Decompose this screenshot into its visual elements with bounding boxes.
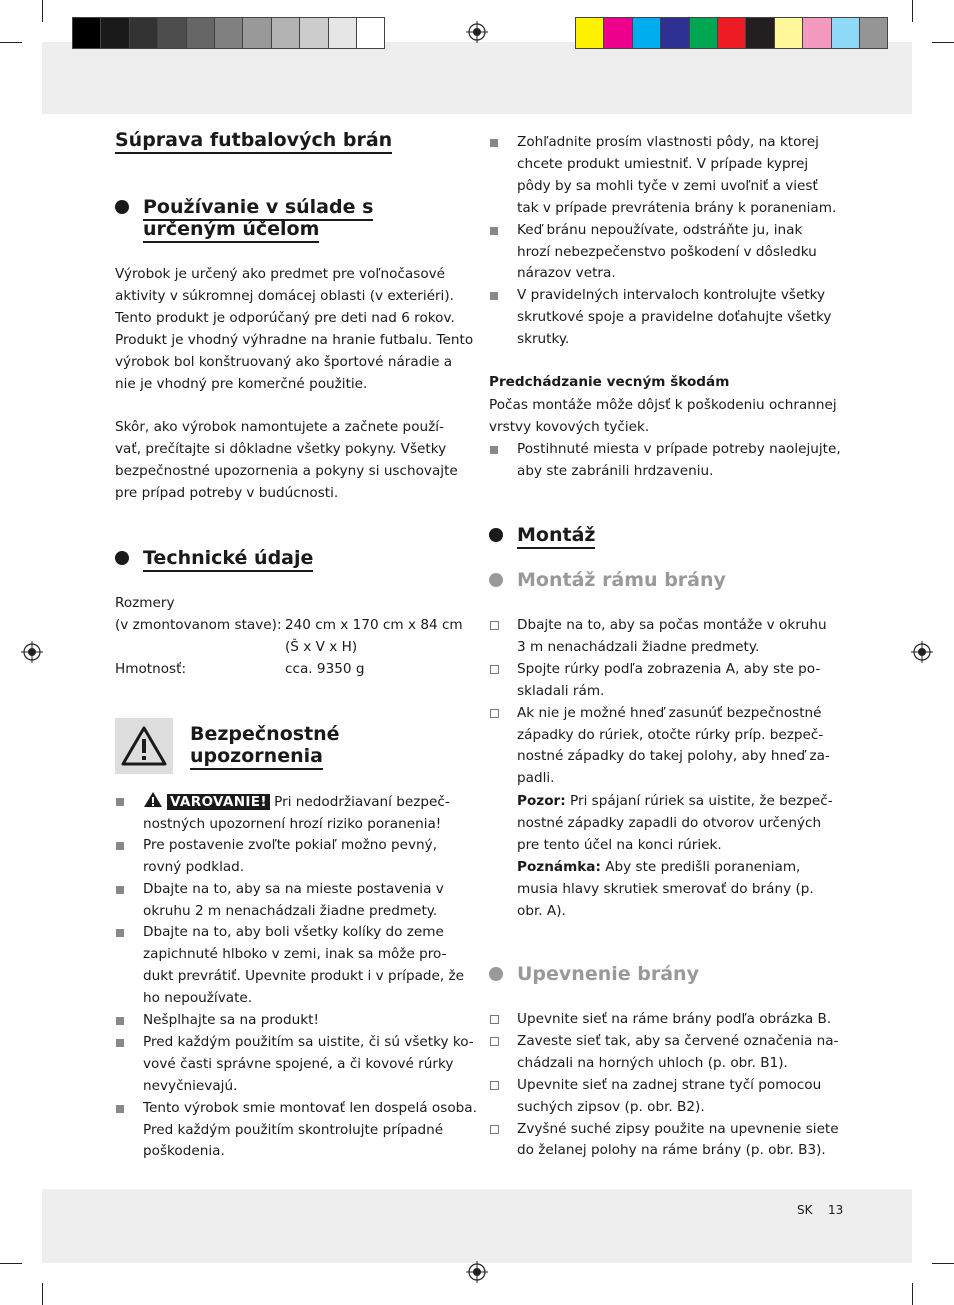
text-line: Upevnite sieť na ráme brány podľa obrázka B. <box>517 1011 832 1027</box>
checkbox-icon <box>490 665 499 674</box>
text-line: výrobok bol konštruovaný ako športové náradie a <box>115 353 453 370</box>
label-assembled: (v zmontovanom stave): <box>115 617 282 633</box>
list-item <box>517 285 831 351</box>
text-line: chádzali na horných uhloch (p. obr. B1). <box>517 1054 788 1071</box>
crop-mark <box>42 1283 43 1305</box>
list-item <box>517 659 820 703</box>
text-line: Produkt je vhodný výhradne na hranie futbalu. Tento <box>115 331 474 348</box>
list-bullet-icon <box>490 446 498 454</box>
text-line: chcete produkt umiestniť. V prípade kyprej <box>517 155 809 172</box>
color-swatch <box>356 18 384 48</box>
crop-mark <box>0 1263 22 1264</box>
crop-mark <box>0 42 22 43</box>
text-line: Pri spájaní rúriek sa uistite, že bezpeč- <box>570 793 833 809</box>
list-bullet-icon <box>490 227 498 235</box>
damage-item <box>517 439 841 483</box>
text-line: V pravidelných intervaloch kontrolujte všetky <box>517 287 826 304</box>
section-heading-frame <box>517 569 726 591</box>
section-heading-safety-line2 <box>190 745 323 767</box>
checkbox-icon <box>490 1081 499 1090</box>
footer-language: SK <box>797 1203 813 1217</box>
checkbox-icon <box>490 621 499 630</box>
remark-note <box>517 857 814 923</box>
color-swatch <box>73 18 100 48</box>
text-line: suchých zipsov (p. obr. B2). <box>517 1098 705 1115</box>
list-item <box>517 1075 821 1119</box>
text-line: Nešplhajte sa na produkt! <box>143 1012 319 1028</box>
safety-item <box>143 791 473 836</box>
text-line: Pred každým použitím skontrolujte prípadné <box>143 1121 444 1138</box>
text-line: Tento výrobok smie montovať len dospelá osoba. <box>143 1099 477 1116</box>
damage-heading: Predchádzanie vecným škodám <box>489 374 730 390</box>
text-line: rovný podklad. <box>143 858 245 875</box>
crop-mark <box>912 1283 913 1305</box>
list-bullet-icon <box>116 886 124 894</box>
color-swatch <box>660 18 688 48</box>
list-bullet-icon <box>116 1017 124 1025</box>
section-heading-usage-line2 <box>143 218 319 240</box>
color-swatch <box>328 18 356 48</box>
color-swatch <box>576 18 603 48</box>
text-line: Pre postavenie zvoľte pokiaľ možno pevný, <box>143 836 438 853</box>
registration-mark-icon <box>466 21 488 43</box>
list-bullet-icon <box>116 1105 124 1113</box>
text-line: vať, prečítajte si dôkladne všetky pokyny. Všetky <box>115 440 447 457</box>
caution-note <box>517 791 833 857</box>
text-line: skrutkové spoje a pravidelne doťahujte všetky <box>517 309 832 326</box>
footer-page-number: 13 <box>828 1203 844 1217</box>
text-line: ho nepoužívate. <box>143 990 253 1007</box>
text-line: Dbajte na to, aby sa počas montáže v okruhu <box>517 617 827 633</box>
text-line: Zaveste sieť tak, aby sa červené označenia na- <box>517 1032 839 1049</box>
text-line: hrozí nebezpečenstvo poškodení v dôsledku <box>517 243 817 260</box>
text-line: pre prípad potreby v budúcnosti. <box>115 484 339 501</box>
list-bullet-icon <box>116 929 124 937</box>
text-line: Tento produkt je odporúčaný pre deti nad 6 rokov. <box>115 309 455 326</box>
text-line: bezpečnostné upozornenia a pokyny si uschovajte <box>115 462 458 479</box>
page-title: Súprava futbalových brán <box>115 129 392 154</box>
text-line: Pred každým použitím sa uistite, či sú všetky ko- <box>143 1033 474 1050</box>
checkbox-icon <box>490 709 499 718</box>
section-heading-assembly <box>517 524 595 546</box>
usage-paragraph-1 <box>115 264 473 395</box>
section-bullet-icon <box>115 200 129 214</box>
heading-line: určeným účelom <box>143 218 319 243</box>
list-bullet-icon <box>490 139 498 147</box>
text-line: nie je vhodný pre komerčné použitie. <box>115 375 368 392</box>
color-swatch <box>271 18 299 48</box>
color-swatch <box>831 18 859 48</box>
list-item <box>143 1098 477 1164</box>
section-heading-technical <box>143 547 313 569</box>
crop-mark <box>932 42 954 43</box>
crop-mark <box>932 1263 954 1264</box>
heading-line: Upevnenie brány <box>517 963 699 985</box>
color-swatch <box>745 18 773 48</box>
registration-mark-icon <box>466 1261 488 1283</box>
list-item <box>517 220 817 286</box>
warning-triangle-icon <box>115 718 173 774</box>
text-line: Dbajte na to, aby sa na mieste postavenia v <box>143 880 444 897</box>
crop-mark <box>42 0 43 22</box>
checkbox-icon <box>490 1037 499 1046</box>
text-line: Aby ste predišli poraneniam, <box>605 859 801 875</box>
color-swatch <box>603 18 631 48</box>
text-line: nostné západky zapadli do otvorov určených <box>517 814 822 831</box>
checkbox-icon <box>490 1125 499 1134</box>
note-label: Pozor: <box>517 793 566 809</box>
list-item <box>143 1032 474 1098</box>
list-bullet-icon <box>490 292 498 300</box>
grey-color-bar <box>72 17 385 49</box>
warning-small-icon <box>143 791 163 808</box>
text-line: zapichnuté hlboko v zemi, inak sa môže pro- <box>143 946 447 963</box>
text-line: skladali rám. <box>517 682 605 699</box>
text-line: okruhu 2 m nenachádzali žiadne predmety. <box>143 902 438 919</box>
label-weight: Hmotnosť: <box>115 661 187 677</box>
text-line: Skôr, ako výrobok namontujete a začnete použí- <box>115 419 444 435</box>
text-line: aktivity v súkromnej domácej oblasti (v exteriéri). <box>115 287 454 304</box>
text-line: nostné západky do takej polohy, aby hneď za- <box>517 748 830 765</box>
color-swatch <box>689 18 717 48</box>
damage-paragraph <box>489 395 837 439</box>
text-line: Zvyšné suché zipsy použite na upevnenie siete <box>517 1120 839 1137</box>
heading-line: upozornenia <box>190 745 323 770</box>
text-line: nevyčnievajú. <box>143 1077 238 1094</box>
text-line: Ak nie je možné hneď zasunúť bezpečnostné <box>517 704 822 721</box>
process-color-bar <box>575 17 888 49</box>
text-line: obr. A). <box>517 902 566 919</box>
color-swatch <box>157 18 185 48</box>
usage-paragraph-2 <box>115 417 458 505</box>
color-swatch <box>129 18 157 48</box>
list-item <box>143 922 464 1010</box>
text-line: aby ste zabránili hrdzaveniu. <box>517 462 714 479</box>
text-line: Upevnite sieť na zadnej strane tyčí pomocou <box>517 1076 822 1093</box>
list-item <box>143 835 437 879</box>
section-heading-usage <box>143 196 373 218</box>
item-line: nostných upozornení hrozí riziko poranenia! <box>143 815 442 832</box>
value-dimensions-note: (Š x V x H) <box>285 639 358 655</box>
text-line: Spojte rúrky podľa zobrazenia A, aby ste po- <box>517 660 821 677</box>
registration-mark-icon <box>911 641 933 663</box>
list-item <box>143 1010 319 1032</box>
heading-line: Montáž rámu brány <box>517 569 726 591</box>
text-line: dukt prevrátiť. Upevnite produkt i v prípade, že <box>143 968 465 985</box>
list-item <box>517 132 836 220</box>
section-bullet-icon <box>489 528 503 542</box>
text-line: západky do rúriek, otočte rúrky príp. bezpeč- <box>517 726 824 743</box>
text-line: Výrobok je určený ako predmet pre voľnočasové <box>115 266 446 282</box>
list-item <box>517 615 827 659</box>
section-heading-safety <box>190 723 340 745</box>
section-bullet-icon <box>489 573 503 587</box>
list-item <box>517 1009 831 1031</box>
text-line: Zohľadnite prosím vlastnosti pôdy, na ktorej <box>517 134 819 150</box>
list-bullet-icon <box>116 798 124 806</box>
list-bullet-icon <box>116 1039 124 1047</box>
heading-line: Používanie v súlade s <box>143 196 373 221</box>
text-line: pre tento účel na konci rúriek. <box>517 836 722 853</box>
text-line: 3 m nenachádzali žiadne predmety. <box>517 638 760 655</box>
list-item <box>517 1031 839 1075</box>
heading-line: Montáž <box>517 524 595 549</box>
text-line: padli. <box>517 770 555 787</box>
warning-label: VAROVANIE! <box>167 794 270 810</box>
footer-band <box>42 1189 912 1263</box>
text-line: Dbajte na to, aby boli všetky kolíky do zeme <box>143 924 444 941</box>
label-dimensions: Rozmery <box>115 595 175 611</box>
color-swatch <box>859 18 887 48</box>
color-swatch <box>774 18 802 48</box>
value-weight: cca. 9350 g <box>285 661 365 677</box>
text-line: vové časti správne spojené, a či kovové rúrky <box>143 1055 454 1072</box>
text-line: do želanej polohy na ráme brány (p. obr. B3). <box>517 1142 826 1159</box>
color-swatch <box>632 18 660 48</box>
text-line: Postihnuté miesta v prípade potreby naolejujte, <box>517 441 841 457</box>
color-swatch <box>214 18 242 48</box>
text-line: vrstvy kovových tyčiek. <box>489 418 650 435</box>
text-line: tak v prípade prevrátenia brány k poraneniam. <box>517 199 837 216</box>
header-band <box>42 42 912 114</box>
list-item <box>517 1119 839 1163</box>
text-line: poškodenia. <box>143 1143 225 1160</box>
text-line: skrutky. <box>517 331 570 348</box>
list-item <box>517 703 830 791</box>
heading-line: Bezpečnostné <box>190 723 340 745</box>
checkbox-icon <box>490 1015 499 1024</box>
list-bullet-icon <box>116 842 124 850</box>
color-swatch <box>100 18 128 48</box>
note-label: Poznámka: <box>517 859 601 875</box>
color-swatch <box>242 18 270 48</box>
text-line: musia hlavy skrutiek smerovať do brány (p. <box>517 880 814 897</box>
color-swatch <box>802 18 830 48</box>
section-bullet-icon <box>115 551 129 565</box>
color-swatch <box>299 18 327 48</box>
crop-mark <box>912 0 913 22</box>
text-line: Počas montáže môže dôjsť k poškodeniu ochrannej <box>489 397 837 413</box>
registration-mark-icon <box>21 641 43 663</box>
text-line: Keď bránu nepoužívate, odstráňte ju, inak <box>517 221 803 238</box>
heading-line: Technické údaje <box>143 547 313 572</box>
color-swatch <box>717 18 745 48</box>
text-line: nárazov vetra. <box>517 265 616 282</box>
value-dimensions: 240 cm x 170 cm x 84 cm <box>285 617 463 633</box>
item-line: Pri nedodržiavaní bezpeč- <box>274 794 450 810</box>
list-item <box>143 879 444 923</box>
section-bullet-icon <box>489 967 503 981</box>
text-line: pôdy by sa mohli tyče v zemi uvoľniť a viesť <box>517 177 818 194</box>
section-heading-fix <box>517 963 699 985</box>
color-swatch <box>186 18 214 48</box>
